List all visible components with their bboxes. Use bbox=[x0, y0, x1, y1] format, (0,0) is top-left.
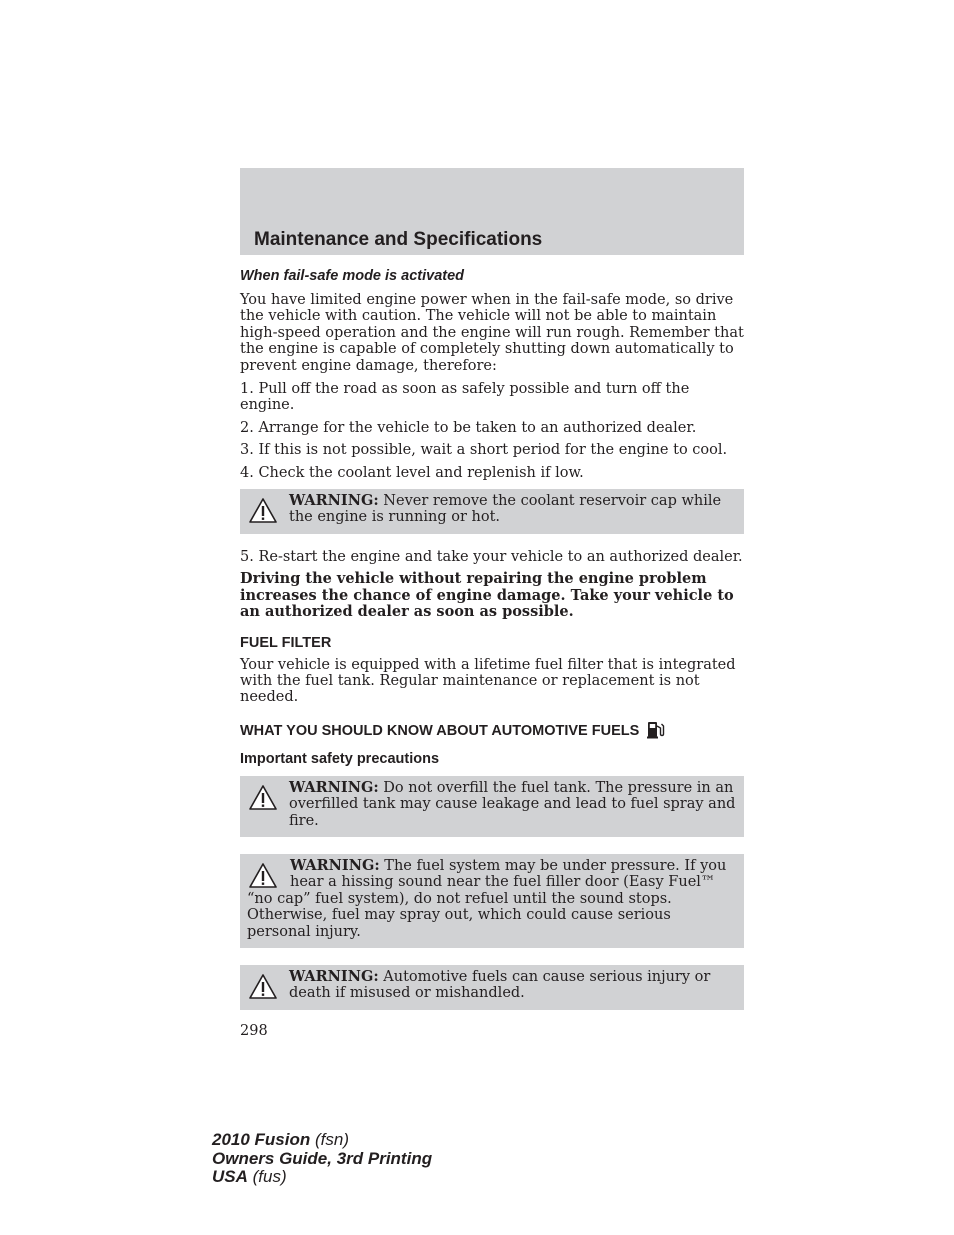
failsafe-intro: You have limited engine power when in the fail-safe mode, so drive the vehicle with caution. The vehicle will not be able to maintain high-speed operation and the engine will run rough. Remember that the engine is capable of completely shutting down automatically to prevent engine damage, therefore: bbox=[240, 292, 744, 374]
step-2: 2. Arrange for the vehicle to be taken to an authorized dealer. bbox=[240, 419, 697, 436]
fuel-filter-heading: FUEL FILTER bbox=[240, 634, 332, 651]
engine-damage-note: Driving the vehicle without repairing the engine problem increases the chance of engine damage. Take your vehicle to an authorized dealer as soon as possible. bbox=[240, 570, 734, 621]
section-header-band bbox=[240, 168, 744, 255]
step-1: 1. Pull off the road as soon as safely possible and turn off the engine. bbox=[240, 381, 690, 414]
document-footer bbox=[212, 1131, 432, 1187]
footer-line-3 bbox=[212, 1168, 432, 1187]
warning-box-overfill bbox=[240, 776, 744, 837]
footer-guide: Owners Guide, 3rd Printing bbox=[212, 1148, 433, 1168]
warning-text: The fuel system may be under pressure. If you hear a hissing sound near the fuel filler door (Easy Fuel™ “no cap” fuel system), do not refuel until the sound stops. Otherwise, fuel may spray out, which could cause serious personal injury. bbox=[247, 857, 727, 940]
warning-triangle-icon bbox=[248, 862, 278, 889]
warning-label: WARNING: bbox=[289, 492, 379, 510]
footer-market: USA bbox=[212, 1167, 248, 1186]
fuel-pump-icon bbox=[646, 720, 665, 739]
step-5: 5. Re-start the engine and take your vehicle to an authorized dealer. bbox=[240, 548, 743, 565]
manual-page bbox=[240, 168, 744, 1039]
footer-line-2 bbox=[212, 1150, 432, 1169]
warning-box-coolant bbox=[240, 489, 744, 534]
fuel-filter-text: Your vehicle is equipped with a lifetime fuel filter that is integrated with the fuel tank. Regular maintenance or replacement is not needed. bbox=[240, 656, 736, 706]
footer-model: 2010 Fusion bbox=[212, 1130, 311, 1149]
warning-box-pressure bbox=[240, 854, 744, 948]
warning-triangle-icon bbox=[248, 784, 278, 811]
warning-label: WARNING: bbox=[289, 778, 379, 796]
step-3: 3. If this is not possible, wait a short period for the engine to cool. bbox=[240, 442, 728, 459]
footer-model-code: (fsn) bbox=[310, 1130, 349, 1149]
footer-market-code: (fus) bbox=[247, 1167, 287, 1186]
warning-label: WARNING: bbox=[289, 967, 379, 985]
footer-line-1 bbox=[212, 1131, 432, 1150]
safety-precautions-heading: Important safety precautions bbox=[240, 750, 440, 767]
fuels-heading-text: WHAT YOU SHOULD KNOW ABOUT AUTOMOTIVE FUELS bbox=[240, 722, 640, 739]
section-title: Maintenance and Specifications bbox=[254, 229, 543, 250]
warning-text: Never remove the coolant reservoir cap while the engine is running or hot. bbox=[289, 493, 722, 526]
page-number: 298 bbox=[240, 1022, 268, 1039]
warning-text: Automotive fuels can cause serious injury or death if misused or mishandled. bbox=[289, 968, 711, 1002]
warning-box-fuels-injury bbox=[240, 965, 744, 1010]
warning-text: Do not overfill the fuel tank. The pressure in an overfilled tank may cause leakage and lead to fuel spray and fire. bbox=[289, 779, 736, 829]
warning-label: WARNING: bbox=[290, 856, 380, 874]
fuels-heading bbox=[240, 720, 744, 739]
warning-triangle-icon bbox=[248, 973, 278, 1000]
warning-triangle-icon bbox=[248, 497, 278, 524]
failsafe-heading: When fail-safe mode is activated bbox=[240, 268, 465, 284]
step-4: 4. Check the coolant level and replenish if low. bbox=[240, 464, 584, 481]
